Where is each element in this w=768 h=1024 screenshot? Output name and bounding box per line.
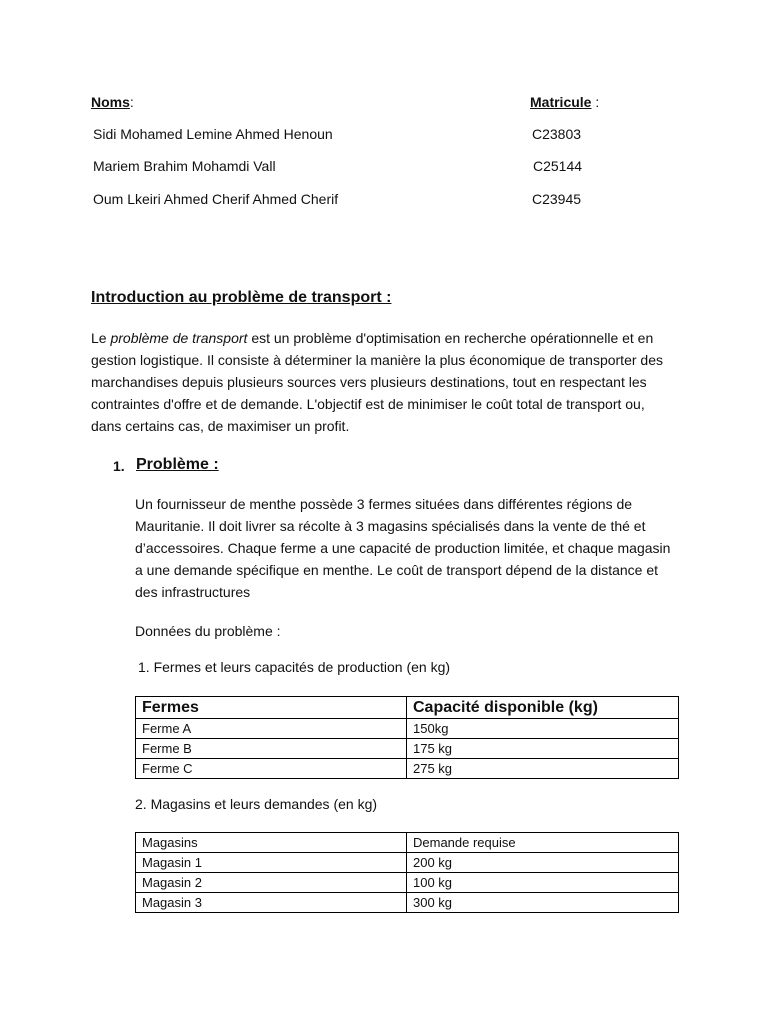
table-cell: Magasin 3: [136, 893, 407, 913]
section-number: 1.: [113, 458, 125, 474]
table-row: [136, 719, 679, 739]
names-header: [91, 94, 134, 110]
matricule-header: [530, 94, 599, 110]
table-cell: 100 kg: [407, 873, 679, 893]
table-cell: Ferme B: [136, 739, 407, 759]
student-name: Mariem Brahim Mohamdi Vall: [93, 158, 276, 174]
table-header-row: [136, 697, 679, 719]
student-name: Oum Lkeiri Ahmed Cherif Ahmed Cherif: [93, 191, 339, 207]
table-header-row: [136, 833, 679, 853]
student-matricule: C23803: [532, 126, 582, 142]
student-matricule: C25144: [533, 158, 583, 174]
table-cell: 200 kg: [407, 853, 679, 873]
table-cell: 175 kg: [407, 739, 679, 759]
farms-caption: 1. Fermes et leurs capacités de production (en kg): [138, 659, 451, 675]
intro-heading: Introduction au problème de transport :: [91, 289, 392, 306]
table-row: [136, 759, 679, 779]
section-title: Problème :: [136, 456, 219, 473]
stores-table: [135, 832, 679, 913]
matricule-label: Matricule: [530, 94, 592, 110]
farms-table: [135, 696, 679, 779]
table-header-cell: Magasins: [136, 833, 407, 853]
student-name: Sidi Mohamed Lemine Ahmed Henoun: [93, 126, 333, 142]
student-matricule: C23945: [532, 191, 582, 207]
table-header-cell: Fermes: [136, 697, 407, 719]
names-colon: :: [129, 94, 134, 110]
intro-italic-term: problème de transport: [110, 330, 248, 346]
table-cell: 150kg: [407, 719, 679, 739]
table-row: [136, 853, 679, 873]
table-row: [136, 873, 679, 893]
names-label: Noms: [91, 94, 130, 110]
stores-caption: 2. Magasins et leurs demandes (en kg): [135, 796, 378, 812]
table-header-cell: Demande requise: [407, 833, 679, 853]
table-row: [136, 739, 679, 759]
table-cell: Magasin 1: [136, 853, 407, 873]
intro-prefix: Le: [91, 330, 111, 346]
table-cell: Ferme A: [136, 719, 407, 739]
table-header-cell: Capacité disponible (kg): [407, 697, 679, 719]
intro-rest: est un problème d'optimisation en recherche opérationnelle et en gestion logistique. Il consiste à déterminer la manière la plus économique de transporter des marchandises depuis plusieurs sources vers plusieurs destinations, tout en respectant les contraintes d'offre et de demande. L'objectif est de minimiser le coût total de transport ou, dans certains cas, de maximiser un profit.: [91, 330, 663, 434]
table-cell: Magasin 2: [136, 873, 407, 893]
data-intro: Données du problème :: [135, 623, 281, 639]
problem-description: Un fournisseur de menthe possède 3 fermes situées dans différentes régions de Mauritanie. Il doit livrer sa récolte à 3 magasins spécialisés dans la vente de thé et d’accessoires. Chaque ferme a une capacité de production limitée, et chaque magasin a une demande spécifique en menthe. Le coût de transport dépend de la distance et des infrastructures: [135, 496, 671, 600]
table-cell: Ferme C: [136, 759, 407, 779]
matricule-colon: :: [591, 94, 600, 110]
table-row: [136, 893, 679, 913]
intro-paragraph: [91, 327, 676, 437]
table-cell: 275 kg: [407, 759, 679, 779]
table-cell: 300 kg: [407, 893, 679, 913]
